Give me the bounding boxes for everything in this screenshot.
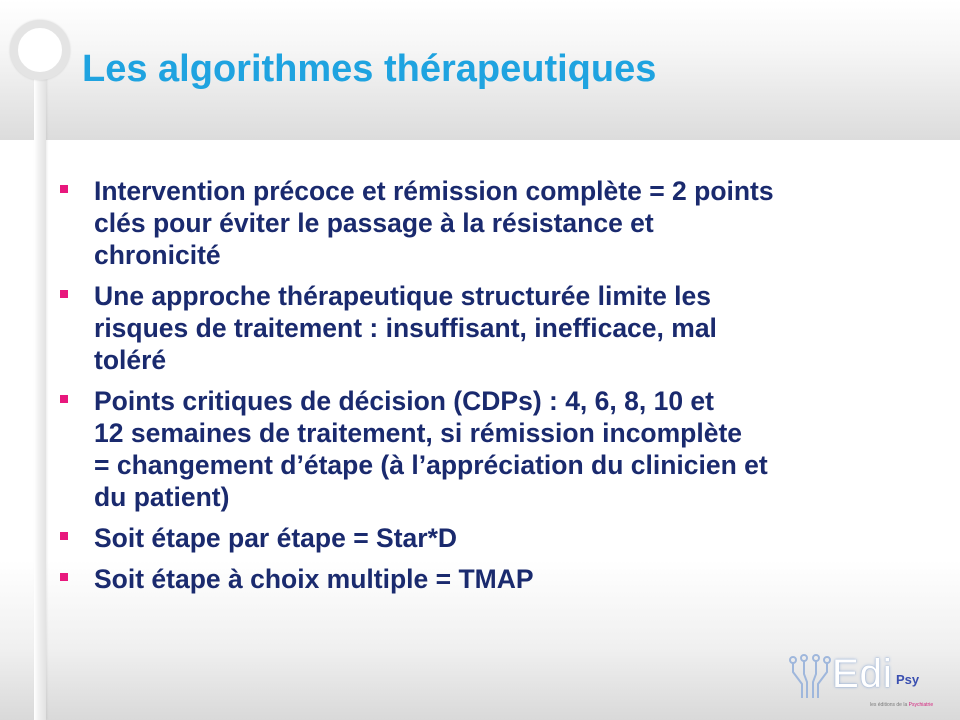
bullet-line: du patient): [94, 482, 230, 512]
logo-tagline-prefix: les éditions de la: [870, 702, 908, 708]
bullet-item: [60, 385, 940, 513]
bullet-line: Soit étape par étape = Star*D: [94, 523, 458, 553]
bullet-item: [60, 175, 940, 271]
bullet-item: [60, 280, 940, 376]
edipsy-logo: [788, 648, 938, 712]
bullet-line: 12 semaines de traitement, si rémission incomplète: [94, 418, 743, 448]
decorative-ring-icon: [10, 20, 70, 80]
slide-title: Les algorithmes thérapeutiques: [82, 48, 657, 90]
bullet-line: chronicité: [94, 240, 221, 270]
bullet-item: [60, 563, 940, 595]
bullet-line: Une approche thérapeutique structurée limite les: [94, 281, 712, 311]
circuit-icon: [788, 654, 832, 700]
square-bullet-icon: [60, 290, 68, 298]
bullet-line: clés pour éviter le passage à la résistance et: [94, 208, 654, 238]
bullet-line: = changement d’étape (à l’appréciation du clinicien et: [94, 450, 768, 480]
bullet-line: Intervention précoce et rémission complète = 2 points: [94, 176, 774, 206]
square-bullet-icon: [60, 532, 68, 540]
logo-name: Edi: [832, 652, 893, 696]
logo-tagline: [870, 702, 933, 708]
bullet-list: [60, 175, 940, 604]
decorative-vertical-line: [34, 62, 46, 720]
bullet-line: Soit étape à choix multiple = TMAP: [94, 564, 534, 594]
bullet-line: toléré: [94, 345, 167, 375]
square-bullet-icon: [60, 573, 68, 581]
bullet-line: risques de traitement : insuffisant, inefficace, mal: [94, 313, 717, 343]
bullet-line: Points critiques de décision (CDPs) : 4, 6, 8, 10 et: [94, 386, 714, 416]
logo-tagline-highlight: Psychiatrie: [908, 702, 934, 708]
square-bullet-icon: [60, 395, 68, 403]
bullet-item: [60, 522, 940, 554]
logo-suffix: Psy: [896, 672, 920, 687]
square-bullet-icon: [60, 185, 68, 193]
